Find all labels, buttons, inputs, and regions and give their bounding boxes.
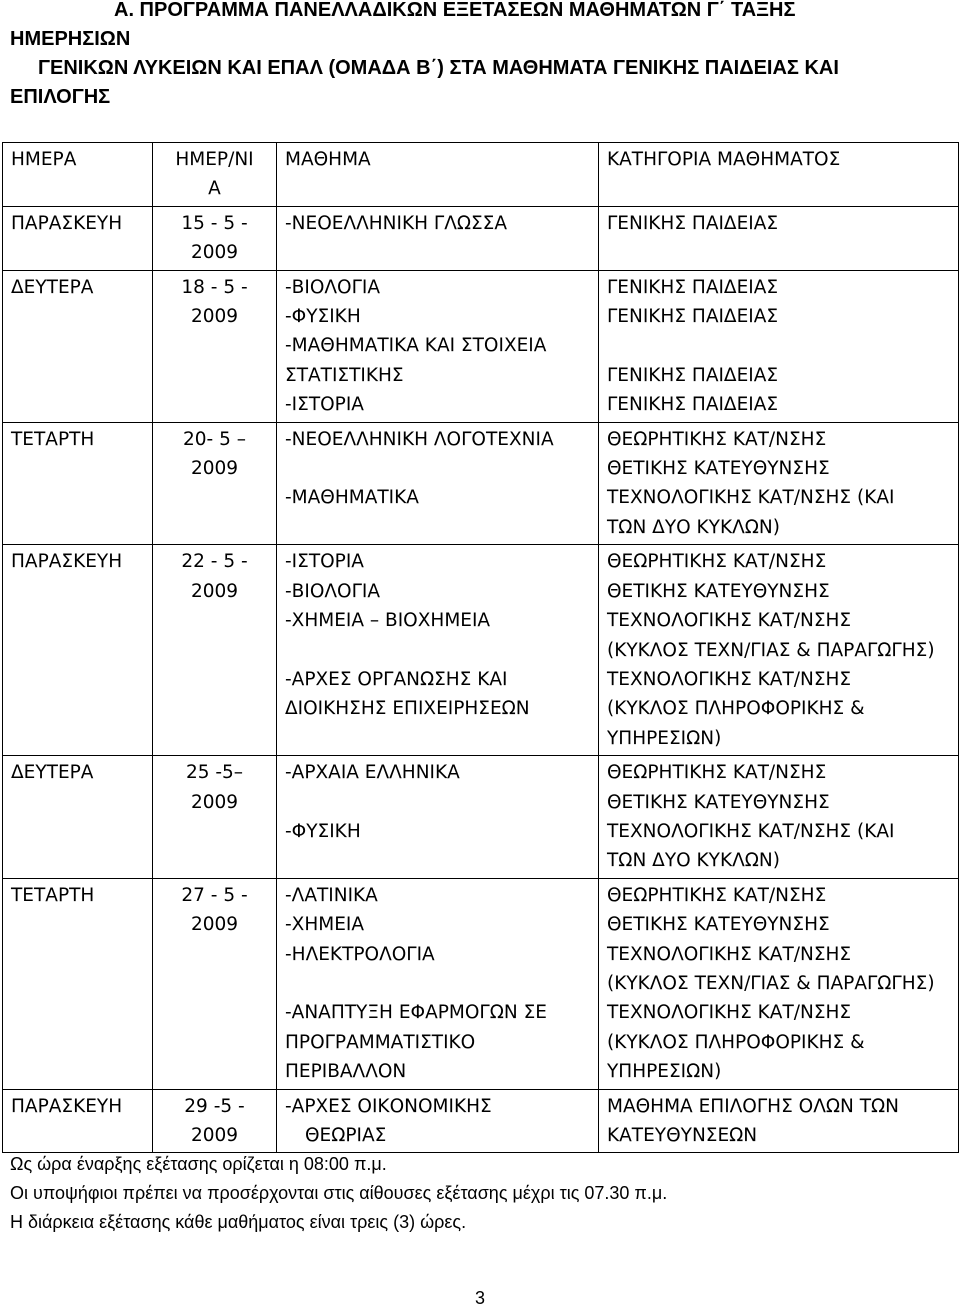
cell-day: ΤΕΤΑΡΤΗ <box>3 878 153 1089</box>
header-category: ΚΑΤΗΓΟΡΙΑ ΜΑΘΗΜΑΤΟΣ <box>599 143 959 207</box>
cell-categories: ΘΕΩΡΗΤΙΚΗΣ ΚΑΤ/ΝΣΗΣ ΘΕΤΙΚΗΣ ΚΑΤΕΥΘΥΝΣΗΣ ΤΕΧΝΟΛΟΓΙΚΗΣ ΚΑΤ/ΝΣΗΣ (ΚΑΙ ΤΩΝ ΔΥΟ ΚΥΚΛΩΝ) <box>599 422 959 545</box>
note-arrival-time: Οι υποψήφιοι πρέπει να προσέρχονται στις αίθουσες εξέτασης μέχρι τις 07.30 π.μ. <box>10 1183 668 1203</box>
title-line-4: ΕΠΙΛΟΓΗΣ <box>10 86 111 108</box>
title-line-3: ΓΕΝΙΚΩΝ ΛΥΚΕΙΩΝ ΚΑΙ ΕΠΑΛ (ΟΜΑΔΑ Β΄) ΣΤΑ ΜΑΘΗΜΑΤΑ ΓΕΝΙΚΗΣ ΠΑΙΔΕΙΑΣ ΚΑΙ <box>38 57 839 79</box>
cell-categories: ΘΕΩΡΗΤΙΚΗΣ ΚΑΤ/ΝΣΗΣ ΘΕΤΙΚΗΣ ΚΑΤΕΥΘΥΝΣΗΣ ΤΕΧΝΟΛΟΓΙΚΗΣ ΚΑΤ/ΝΣΗΣ (ΚΥΚΛΟΣ ΤΕΧΝ/ΓΙΑΣ & ΠΑΡΑΓΩΓΗΣ) ΤΕΧΝΟΛΟΓΙΚΗΣ ΚΑΤ/ΝΣΗΣ (ΚΥΚΛΟΣ ΠΛΗΡΟΦΟΡΙΚΗΣ & ΥΠΗΡΕΣΙΩΝ) <box>599 545 959 756</box>
cell-date: 25 -5– 2009 <box>153 756 277 879</box>
cell-day: ΠΑΡΑΣΚΕΥΗ <box>3 545 153 756</box>
cell-subjects: -ΛΑΤΙΝΙΚΑ -ΧΗΜΕΙΑ -ΗΛΕΚΤΡΟΛΟΓΙΑ -ΑΝΑΠΤΥΞΗ ΕΦΑΡΜΟΓΩΝ ΣΕ ΠΡΟΓΡΑΜΜΑΤΙΣΤΙΚΟ ΠΕΡΙΒΑΛΛΟΝ <box>277 878 599 1089</box>
cell-categories: ΘΕΩΡΗΤΙΚΗΣ ΚΑΤ/ΝΣΗΣ ΘΕΤΙΚΗΣ ΚΑΤΕΥΘΥΝΣΗΣ ΤΕΧΝΟΛΟΓΙΚΗΣ ΚΑΤ/ΝΣΗΣ (ΚΑΙ ΤΩΝ ΔΥΟ ΚΥΚΛΩΝ) <box>599 756 959 879</box>
exam-schedule-table <box>2 142 959 1153</box>
table-row <box>3 545 959 756</box>
table-row <box>3 422 959 545</box>
cell-subjects: -ΙΣΤΟΡΙΑ -ΒΙΟΛΟΓΙΑ -ΧΗΜΕΙΑ – ΒΙΟΧΗΜΕΙΑ -ΑΡΧΕΣ ΟΡΓΑΝΩΣΗΣ ΚΑΙ ΔΙΟΙΚΗΣΗΣ ΕΠΙΧΕΙΡΗΣΕΩΝ <box>277 545 599 756</box>
title-line-1: Α. ΠΡΟΓΡΑΜΜΑ ΠΑΝΕΛΛΑΔΙΚΩΝ ΕΞΕΤΑΣΕΩΝ ΜΑΘΗΜΑΤΩΝ Γ΄ ΤΑΞΗΣ <box>114 0 796 21</box>
exam-notes <box>10 1150 667 1237</box>
page-number: 3 <box>474 1288 485 1308</box>
table-row <box>3 206 959 270</box>
cell-day: ΔΕΥΤΕΡΑ <box>3 270 153 422</box>
table-row <box>3 756 959 879</box>
cell-day: ΠΑΡΑΣΚΕΥΗ <box>3 1089 153 1153</box>
cell-day: ΠΑΡΑΣΚΕΥΗ <box>3 206 153 270</box>
cell-categories: ΓΕΝΙΚΗΣ ΠΑΙΔΕΙΑΣ ΓΕΝΙΚΗΣ ΠΑΙΔΕΙΑΣ ΓΕΝΙΚΗΣ ΠΑΙΔΕΙΑΣ ΓΕΝΙΚΗΣ ΠΑΙΔΕΙΑΣ <box>599 270 959 422</box>
cell-subjects: -ΝΕΟΕΛΛΗΝΙΚΗ ΓΛΩΣΣΑ <box>277 206 599 270</box>
title-line-2: ΗΜΕΡΗΣΙΩΝ <box>10 28 131 50</box>
header-date: ΗΜΕΡ/ΝΙ Α <box>153 143 277 207</box>
cell-categories: ΘΕΩΡΗΤΙΚΗΣ ΚΑΤ/ΝΣΗΣ ΘΕΤΙΚΗΣ ΚΑΤΕΥΘΥΝΣΗΣ ΤΕΧΝΟΛΟΓΙΚΗΣ ΚΑΤ/ΝΣΗΣ (ΚΥΚΛΟΣ ΤΕΧΝ/ΓΙΑΣ & ΠΑΡΑΓΩΓΗΣ) ΤΕΧΝΟΛΟΓΙΚΗΣ ΚΑΤ/ΝΣΗΣ (ΚΥΚΛΟΣ ΠΛΗΡΟΦΟΡΙΚΗΣ & ΥΠΗΡΕΣΙΩΝ) <box>599 878 959 1089</box>
cell-day: ΔΕΥΤΕΡΑ <box>3 756 153 879</box>
cell-date: 22 - 5 - 2009 <box>153 545 277 756</box>
table-row <box>3 1089 959 1153</box>
cell-categories: ΜΑΘΗΜΑ ΕΠΙΛΟΓΗΣ ΟΛΩΝ ΤΩΝ ΚΑΤΕΥΘΥΝΣΕΩΝ <box>599 1089 959 1153</box>
cell-subjects: -ΑΡΧΑΙΑ ΕΛΛΗΝΙΚΑ -ΦΥΣΙΚΗ <box>277 756 599 879</box>
note-duration: Η διάρκεια εξέτασης κάθε μαθήματος είναι τρεις (3) ώρες. <box>10 1212 467 1232</box>
header-subject: ΜΑΘΗΜΑ <box>277 143 599 207</box>
cell-subjects: -ΒΙΟΛΟΓΙΑ -ΦΥΣΙΚΗ -ΜΑΘΗΜΑΤΙΚΑ ΚΑΙ ΣΤΟΙΧΕΙΑ ΣΤΑΤΙΣΤΙΚΗΣ -ΙΣΤΟΡΙΑ <box>277 270 599 422</box>
cell-day: ΤΕΤΑΡΤΗ <box>3 422 153 545</box>
note-start-time: Ως ώρα έναρξης εξέτασης ορίζεται η 08:00 π.μ. <box>10 1154 387 1174</box>
table-row <box>3 878 959 1089</box>
cell-date: 18 - 5 - 2009 <box>153 270 277 422</box>
header-day: ΗΜΕΡΑ <box>3 143 153 207</box>
cell-categories: ΓΕΝΙΚΗΣ ΠΑΙΔΕΙΑΣ <box>599 206 959 270</box>
cell-date: 20- 5 – 2009 <box>153 422 277 545</box>
cell-date: 27 - 5 - 2009 <box>153 878 277 1089</box>
cell-subjects: -ΑΡΧΕΣ ΟΙΚΟΝΟΜΙΚΗΣ ΘΕΩΡΙΑΣ <box>277 1089 599 1153</box>
cell-subjects: -ΝΕΟΕΛΛΗΝΙΚΗ ΛΟΓΟΤΕΧΝΙΑ -ΜΑΘΗΜΑΤΙΚΑ <box>277 422 599 545</box>
cell-date: 29 -5 - 2009 <box>153 1089 277 1153</box>
table-row <box>3 270 959 422</box>
cell-date: 15 - 5 - 2009 <box>153 206 277 270</box>
table-header-row <box>3 143 959 207</box>
